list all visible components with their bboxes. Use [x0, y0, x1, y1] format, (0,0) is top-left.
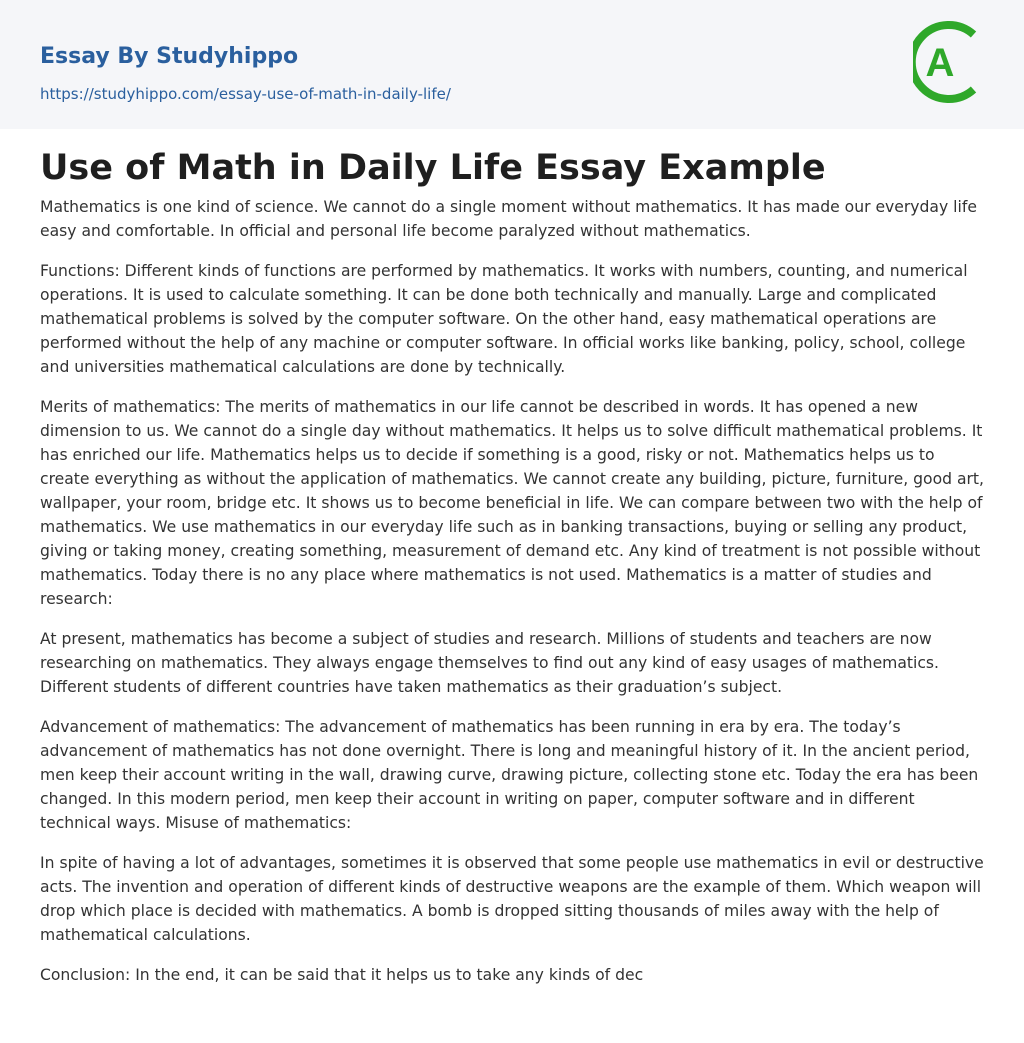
paragraph-intro: Mathematics is one kind of science. We cannot do a single moment without mathematics. It has made our everyday life easy and comfortable. In official and personal life become paralyzed without mathematics.: [40, 198, 977, 240]
paragraph-advancement: Advancement of mathematics: The advancement of mathematics has been running in era by era. The today’s advancement of mathematics has not done overnight. There is long and meaningful history of it. In the ancient period, men keep their account writing in the wall, drawing curve, drawing picture, collecting stone etc. Today the era has been changed. In this modern period, men keep their account in writing on paper, computer software and in different technical ways. Misuse of mathematics:: [40, 718, 979, 832]
paragraph-misuse: In spite of having a lot of advantages, sometimes it is observed that some people use mathematics in evil or destructive acts. The invention and operation of different kinds of destructive weapons are the example of them. Which weapon will drop which place is decided with mathematics. A bomb is dropped sitting thousands of miles away with the help of mathematical calculations.: [40, 854, 984, 944]
paragraph-merits: Merits of mathematics: The merits of mathematics in our life cannot be described in words. It has opened a new dimension to us. We cannot do a single day without mathematics. It helps us to solve difficult mathematical problems. It has enriched our life. Mathematics helps us to decide if something is a good, risky or not. Mathematics helps us to create everything as without the application of mathematics. We cannot create any building, picture, furniture, good art, wallpaper, your room, bridge etc. It shows us to become beneficial in life. We can compare between two with the help of mathematics. We use mathematics in our everyday life such as in banking transactions, buying or selling any product, giving or taking money, creating something, measurement of demand etc. Any kind of treatment is not possible without mathematics. Today there is no any place where mathematics is not used. Mathematics is a matter of studies and research:: [40, 398, 985, 608]
paragraph-functions: Functions: Different kinds of functions are performed by mathematics. It works with numbers, counting, and numerical operations. It is used to calculate something. It can be done both technically and manually. Large and complicated mathematical problems is solved by the computer software. On the other hand, easy mathematical operations are performed without the help of any machine or computer software. In official works like banking, policy, school, college and universities mathematical calculations are done by technically.: [40, 262, 968, 376]
paragraph-studies: At present, mathematics has become a subject of studies and research. Millions of students and teachers are now researching on mathematics. They always engage themselves to find out any kind of easy usages of mathematics. Different students of different countries have taken mathematics as their graduation’s subject.: [40, 630, 940, 696]
paragraph-conclusion: Conclusion: In the end, it can be said that it helps us to take any kinds of dec: [40, 966, 644, 984]
article-body: [40, 195, 988, 1003]
site-brand[interactable]: Essay By Studyhippo: [40, 44, 299, 69]
studyhippo-logo-icon[interactable]: [913, 20, 985, 104]
logo-letter: A: [925, 41, 955, 85]
essay-url-link[interactable]: https://studyhippo.com/essay-use-of-math-in-daily-life/: [40, 85, 451, 103]
article-title: Use of Math in Daily Life Essay Example: [40, 148, 826, 188]
